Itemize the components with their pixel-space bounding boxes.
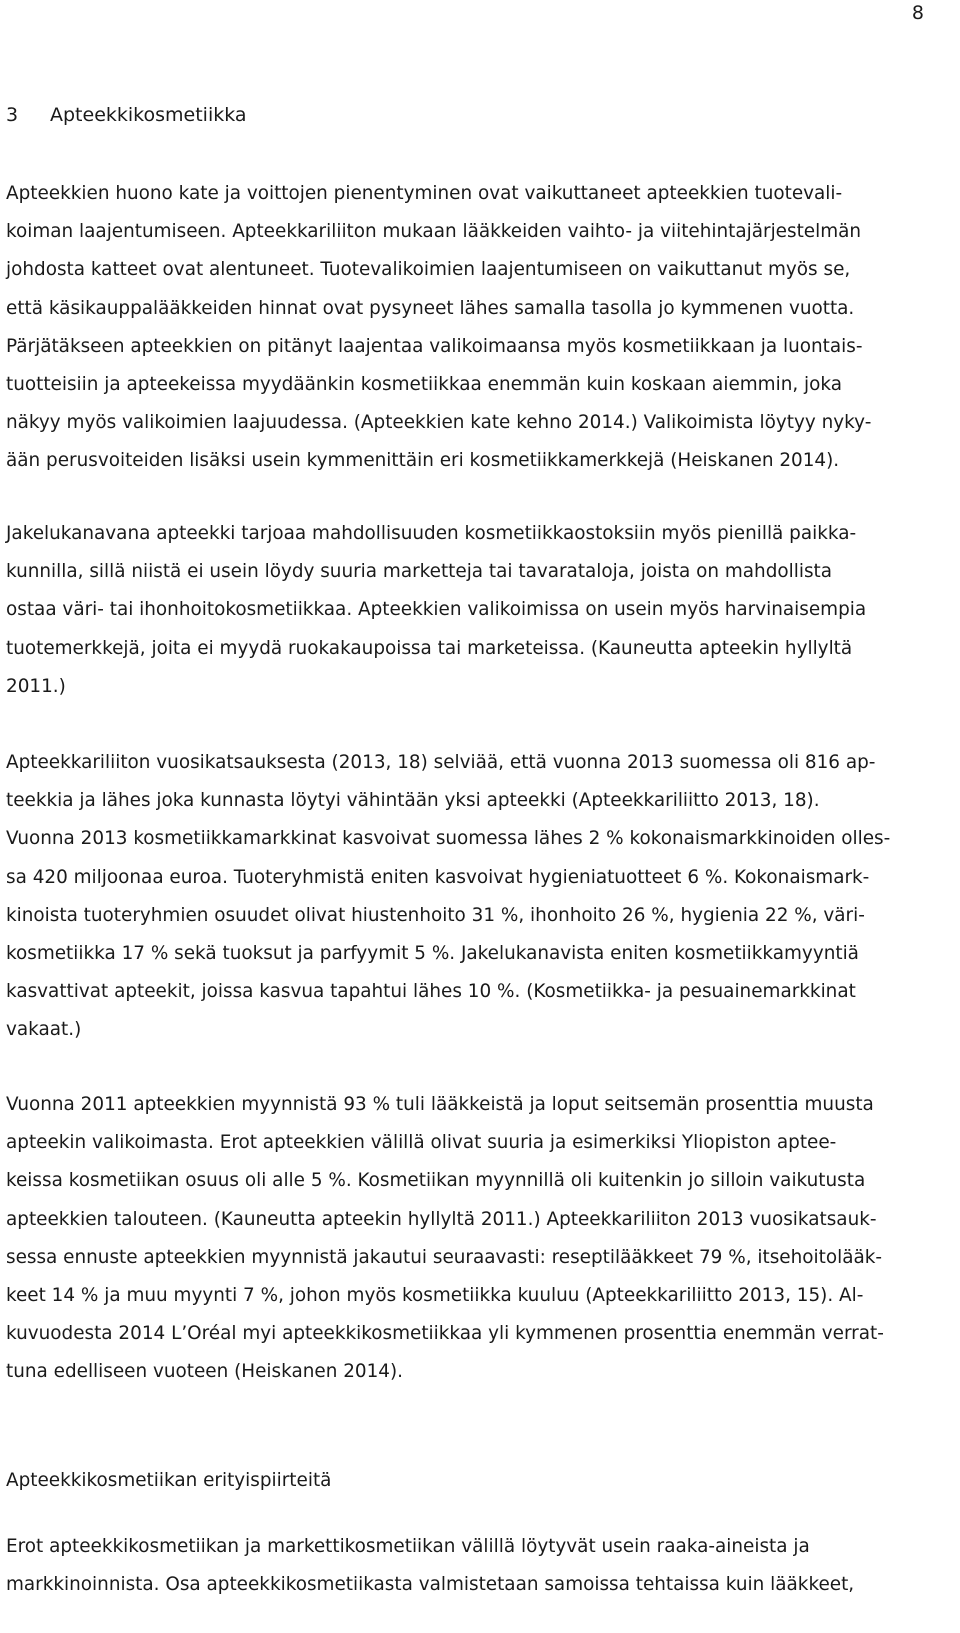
subheading	[6, 1462, 956, 1500]
paragraph-4	[6, 1086, 956, 1392]
section-number: 3	[6, 104, 19, 126]
text-line: koiman laajentumiseen. Apteekkariliiton mukaan lääkkeiden vaihto- ja viitehintajärjestelmän	[6, 221, 862, 243]
text-line: Vuonna 2013 kosmetiikkamarkkinat kasvoivat suomessa lähes 2 % kokonaismarkkinoiden olles-	[6, 828, 891, 850]
text-line: keet 14 % ja muu myynti 7 %, johon myös kosmetiikka kuuluu (Apteekkariliitto 2013, 15). Al-	[6, 1285, 864, 1307]
paragraph-2	[6, 515, 956, 706]
text-line: Pärjätäkseen apteekkien on pitänyt laajentaa valikoimaansa myös kosmetiikkaan ja luontais-	[6, 335, 863, 357]
text-line: tuotteisiin ja apteekeissa myydäänkin kosmetiikkaa enemmän kuin koskaan aiemmin, joka	[6, 374, 842, 396]
text-line: kuvuodesta 2014 L’Oréal myi apteekkikosmetiikkaa yli kymmenen prosenttia enemmän verrat-	[6, 1323, 884, 1345]
paragraph-1	[6, 175, 956, 481]
text-line: keissa kosmetiikan osuus oli alle 5 %. Kosmetiikan myynnillä oli kuitenkin jo silloin vaikutusta	[6, 1170, 866, 1192]
text-line: kunnilla, sillä niistä ei usein löydy suuria marketteja tai tavarataloja, joista on mahdollista	[6, 561, 833, 583]
text-line: Vuonna 2011 apteekkien myynnistä 93 % tuli lääkkeistä ja loput seitsemän prosenttia muusta	[6, 1094, 874, 1115]
text-line: Jakelukanavana apteekki tarjoaa mahdollisuuden kosmetiikkaostoksiin myös pienillä paikka-	[6, 523, 857, 544]
text-line: teekkia ja lähes joka kunnasta löytyi vähintään yksi apteekki (Apteekkariliitto 2013, 18).	[6, 790, 820, 812]
text-line: ostaa väri- tai ihonhoitokosmetiikkaa. Apteekkien valikoimissa on usein myös harvinaisempia	[6, 599, 867, 621]
text-line: kasvattivat apteekit, joissa kasvua tapahtui lähes 10 %. (Kosmetiikka- ja pesuainemarkkinat	[6, 981, 856, 1003]
text-line: kosmetiikka 17 % sekä tuoksut ja parfyymit 5 %. Jakelukanavista eniten kosmetiikkamyyntiä	[6, 943, 859, 965]
text-line: tuotemerkkejä, joita ei myydä ruokakaupoissa tai marketeissa. (Kauneutta apteekin hyllyltä	[6, 637, 853, 659]
paragraph-6	[6, 1528, 956, 1604]
text-line: sa 420 miljoonaa euroa. Tuoteryhmistä eniten kasvoivat hygieniatuotteet 6 %. Kokonaismark-	[6, 866, 870, 888]
text-line: ään perusvoiteiden lisäksi usein kymmenittäin eri kosmetiikkamerkkejä (Heiskanen 2014).	[6, 450, 840, 472]
text-line: vakaat.)	[6, 1019, 82, 1041]
section-title: Apteekkikosmetiikka	[50, 104, 247, 126]
page-number: 8	[911, 2, 924, 24]
text-line: sessa ennuste apteekkien myynnistä jakautui seuraavasti: reseptilääkkeet 79 %, itsehoitolääk-	[6, 1246, 883, 1268]
text-line: markkinoinnista. Osa apteekkikosmetiikasta valmistetaan samoissa tehtaissa kuin lääkkeet,	[6, 1574, 855, 1596]
text-line: apteekin valikoimasta. Erot apteekkien välillä olivat suuria ja esimerkiksi Yliopiston aptee-	[6, 1132, 837, 1154]
text-line: että käsikauppalääkkeiden hinnat ovat pysyneet lähes samalla tasolla jo kymmenen vuotta.	[6, 297, 855, 319]
text-line: tuna edelliseen vuoteen (Heiskanen 2014).	[6, 1361, 404, 1383]
text-line: johdosta katteet ovat alentuneet. Tuotevalikoimien laajentumiseen on vaikuttanut myös se,	[6, 259, 851, 281]
paragraph-3	[6, 744, 956, 1050]
subheading-text: Apteekkikosmetiikan erityispiirteitä	[6, 1470, 332, 1491]
text-line: Apteekkien huono kate ja voittojen pienentyminen ovat vaikuttaneet apteekkien tuotevali-	[6, 183, 843, 204]
text-line: apteekkien talouteen. (Kauneutta apteekin hyllyltä 2011.) Apteekkariliiton 2013 vuosikatsauk-	[6, 1208, 877, 1230]
text-line: Erot apteekkikosmetiikan ja markettikosmetiikan välillä löytyvät usein raaka-aineista ja	[6, 1536, 810, 1557]
text-line: 2011.)	[6, 675, 66, 697]
section-heading	[6, 104, 247, 126]
text-line: kinoista tuoteryhmien osuudet olivat hiustenhoito 31 %, ihonhoito 26 %, hygienia 22 %, väri-	[6, 904, 865, 926]
text-line: Apteekkariliiton vuosikatsauksesta (2013, 18) selviää, että vuonna 2013 suomessa oli 816 ap-	[6, 752, 876, 773]
text-line: näkyy myös valikoimien laajuudessa. (Apteekkien kate kehno 2014.) Valikoimista löytyy nyky-	[6, 412, 872, 434]
